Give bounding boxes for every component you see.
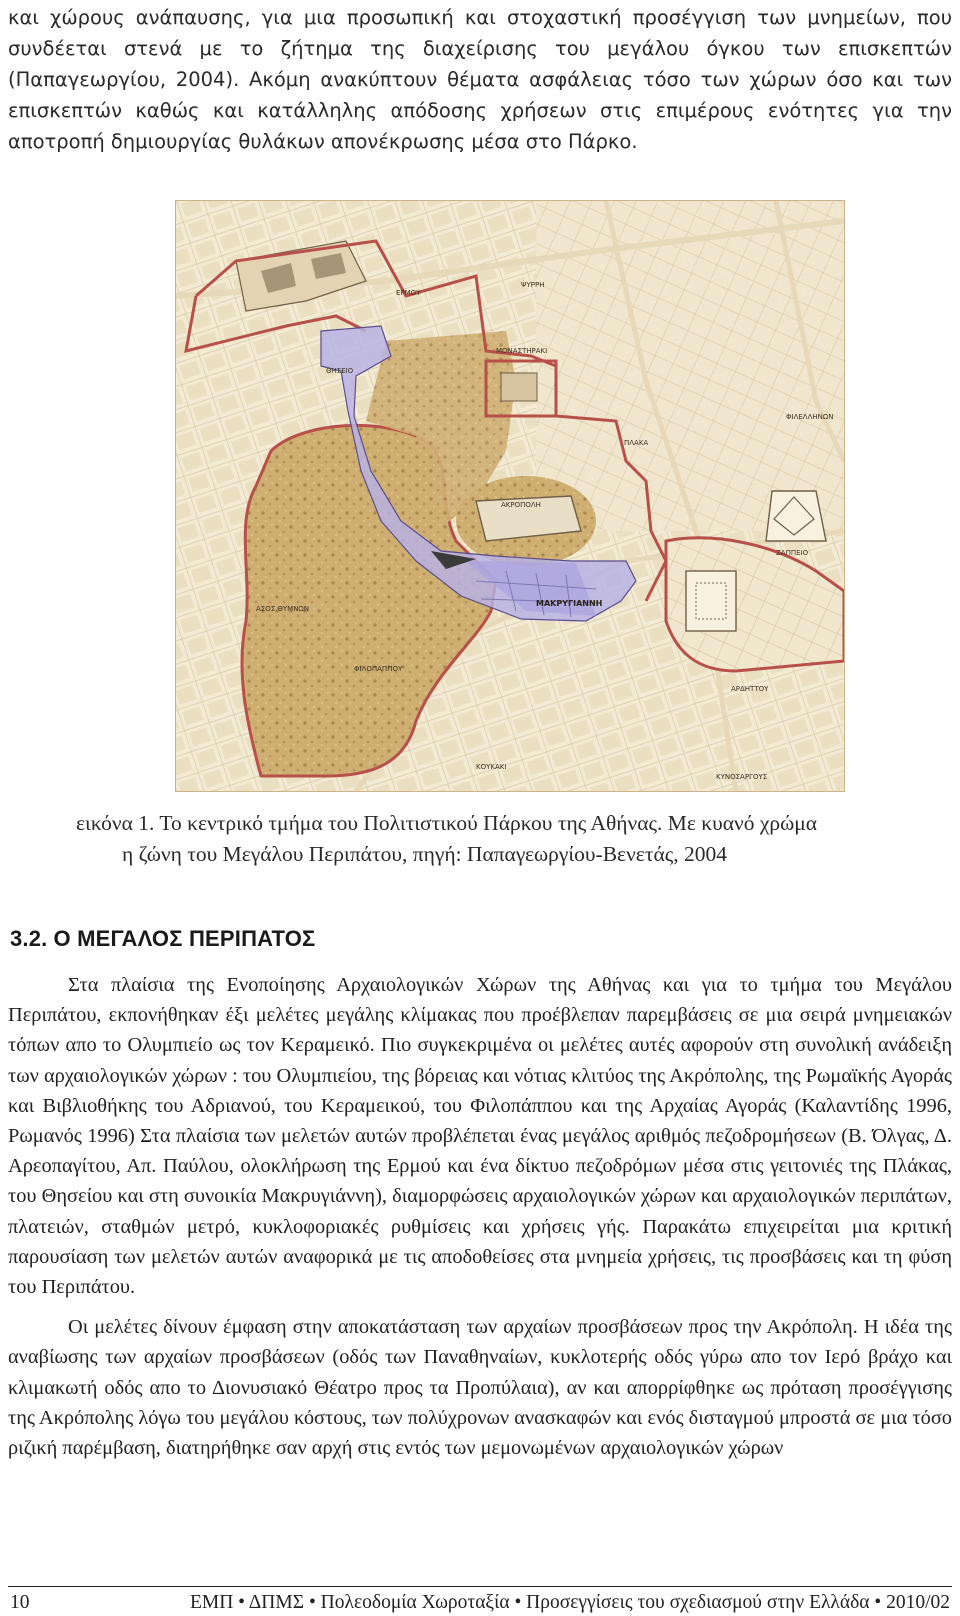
caption-line-1: εικόνα 1. Το κεντρικό τμήμα του Πολιτιστικού Πάρκου της Αθήνας. Με κυανό χρώμα xyxy=(76,811,818,835)
label-filopappou: ΦΙΛΟΠΑΠΠΟΥ xyxy=(354,665,403,673)
park-map xyxy=(176,201,844,791)
page-number: 10 xyxy=(10,1592,30,1613)
section-body xyxy=(8,970,952,1463)
section-heading xyxy=(10,926,315,952)
intro-paragraph: και χώρους ανάπαυσης, για μια προσωπική και στοχαστική προσέγγιση των μνημείων, που συνδέεται στενά με το ζήτημα της διαχείρισης του μεγάλου όγκου των επισκεπτών (Παπαγεωργίου, 2004). Ακόμη ανακύπτουν θέματα ασφάλειας τόσο των χώρων όσο και των επισκεπτών καθώς και κατάλληλης απόδοσης χρήσεων στις επιμέρους ενότητες για την αποτροπή δημιουργίας θυλάκων απονέκρωσης μέσα στο Πάρκο. xyxy=(8,6,952,153)
label-ardittou: ΑΡΔΗΤΤΟΥ xyxy=(731,685,769,693)
label-thiseio: ΘΗΣΕΙΟ xyxy=(326,367,354,375)
label-kynosargous: ΚΥΝΟΣΑΡΓΟΥΣ xyxy=(716,773,768,781)
label-psyrri: ΨΥΡΡΗ xyxy=(521,281,545,289)
body-paragraph-2: Οι μελέτες δίνουν έμφαση στην αποκατάσταση των αρχαίων προσβάσεων προς την Ακρόπολη. Η ιδέα της αναβίωσης των αρχαίων προσβάσεων (οδός των Παναθηναίων, κυκλοτερής οδός γύρω απο τον Ιερό βράχο και κλιμακωτή οδός απο το Διονυσιακό Θέατρο προς τα Προπύλαια), αν και απορρίφθηκε ως πρόταση προσέγγισης της Ακρόπολης λόγω του μεγάλου κόστους, των πολύχρονων ανασκαφών και ενός δισταγμού μπροστά σε μια τόσο ριζική παρέμβαση, διατηρήθηκε σαν αρχή στις εντός των μεμονωμένων αρχαιολογικών χώρων xyxy=(8,1316,952,1460)
label-akropoli: ΑΚΡΟΠΟΛΗ xyxy=(501,501,541,509)
body-paragraph-1: Στα πλαίσια της Ενοποίησης Αρχαιολογικών Χώρων της Αθήνας και για το τμήμα του Μεγάλου Περιπάτου, εκπονήθηκαν έξι μελέτες μεγάλης κλίμακας που προέβλεπαν παρεμβάσεις σε μια σειρά μνημειακών τόπων απο το Ολυμπιείο ως τον Κεραμεικό. Πιο συγκεκριμένα οι μελέτες αυτές αφορούν στη συνολική ανάδειξη των αρχαιολογικών χώρων : του Ολυμπιείου, της βόρειας και νότιας κλιτύος της Ακρόπολης, της Ρωμαϊκής Αγοράς και Βιβλιοθήκης του Αδριανού, του Κεραμεικού, του Φιλοπάππου και της Αρχαίας Αγοράς (Καλαντίδης 1996, Ρωμανός 1996) Στα πλαίσια των μελετών αυτών προβλέπεται ένας μεγάλος αριθμός πεζοδρομήσεων (Β. Όλγας, Δ. Αρεοπαγίτου, Απ. Παύλου, ολοκλήρωση της Ερμού και ένα δίκτυο πεζοδρόμων μέσα στις γειτονιές της Πλάκας, του Θησείου και στη συνοικία Μακρυγιάννη), διαμορφώσεις αρχαιολογικών χώρων και αρχαιολογικών περιπάτων, πλατειών, σταθμών μετρό, κυκλοφοριακές ρυθμίσεις και χρήσεις γής. Παρακάτω επιχειρείται μια κριτική παρουσίαση των μελετών αυτών αναφορικά με τις αποδοθείσες στα μνημεία χρήσεις, τις προσβάσεις και τη φύση του Περιπάτου. xyxy=(8,974,952,1299)
label-plaka: ΠΛΑΚΑ xyxy=(624,439,649,447)
page-footer xyxy=(10,1591,950,1615)
section-number: 3.2. xyxy=(10,926,48,951)
label-koukaki: ΚΟΥΚΑΚΙ xyxy=(476,763,507,771)
section-title: Ο ΜΕΓΑΛΟΣ ΠΕΡΙΠΑΤΟΣ xyxy=(53,926,316,951)
label-makrygianni: ΜΑΚΡΥΓΙΑΝΝΗ xyxy=(536,599,603,608)
label-monastiraki: ΜΟΝΑΣΤΗΡΑΚΙ xyxy=(496,347,548,355)
caption-line-2: η ζώνη του Μεγάλου Περιπάτου, πηγή: Παπαγεωργίου-Βενετάς, 2004 xyxy=(122,842,727,866)
figure-caption xyxy=(76,808,960,870)
label-filellinon: ΦΙΛΕΛΛΗΝΩΝ xyxy=(786,413,834,421)
label-dasos: ΑΣΟΣ ΘΥΜΝΩΝ xyxy=(256,605,310,613)
label-zappeio: ΖΑΠΠΕΙΟ xyxy=(776,549,809,557)
park-map-figure xyxy=(175,200,845,792)
footer-divider xyxy=(8,1586,952,1587)
label-ermou: ΕΡΜΟΥ xyxy=(396,289,421,297)
footer-source: ΕΜΠ • ΔΠΜΣ • Πολεοδομία Χωροταξία • Προσεγγίσεις του σχεδιασμού στην Ελλάδα • 2010/02 xyxy=(189,1592,950,1613)
